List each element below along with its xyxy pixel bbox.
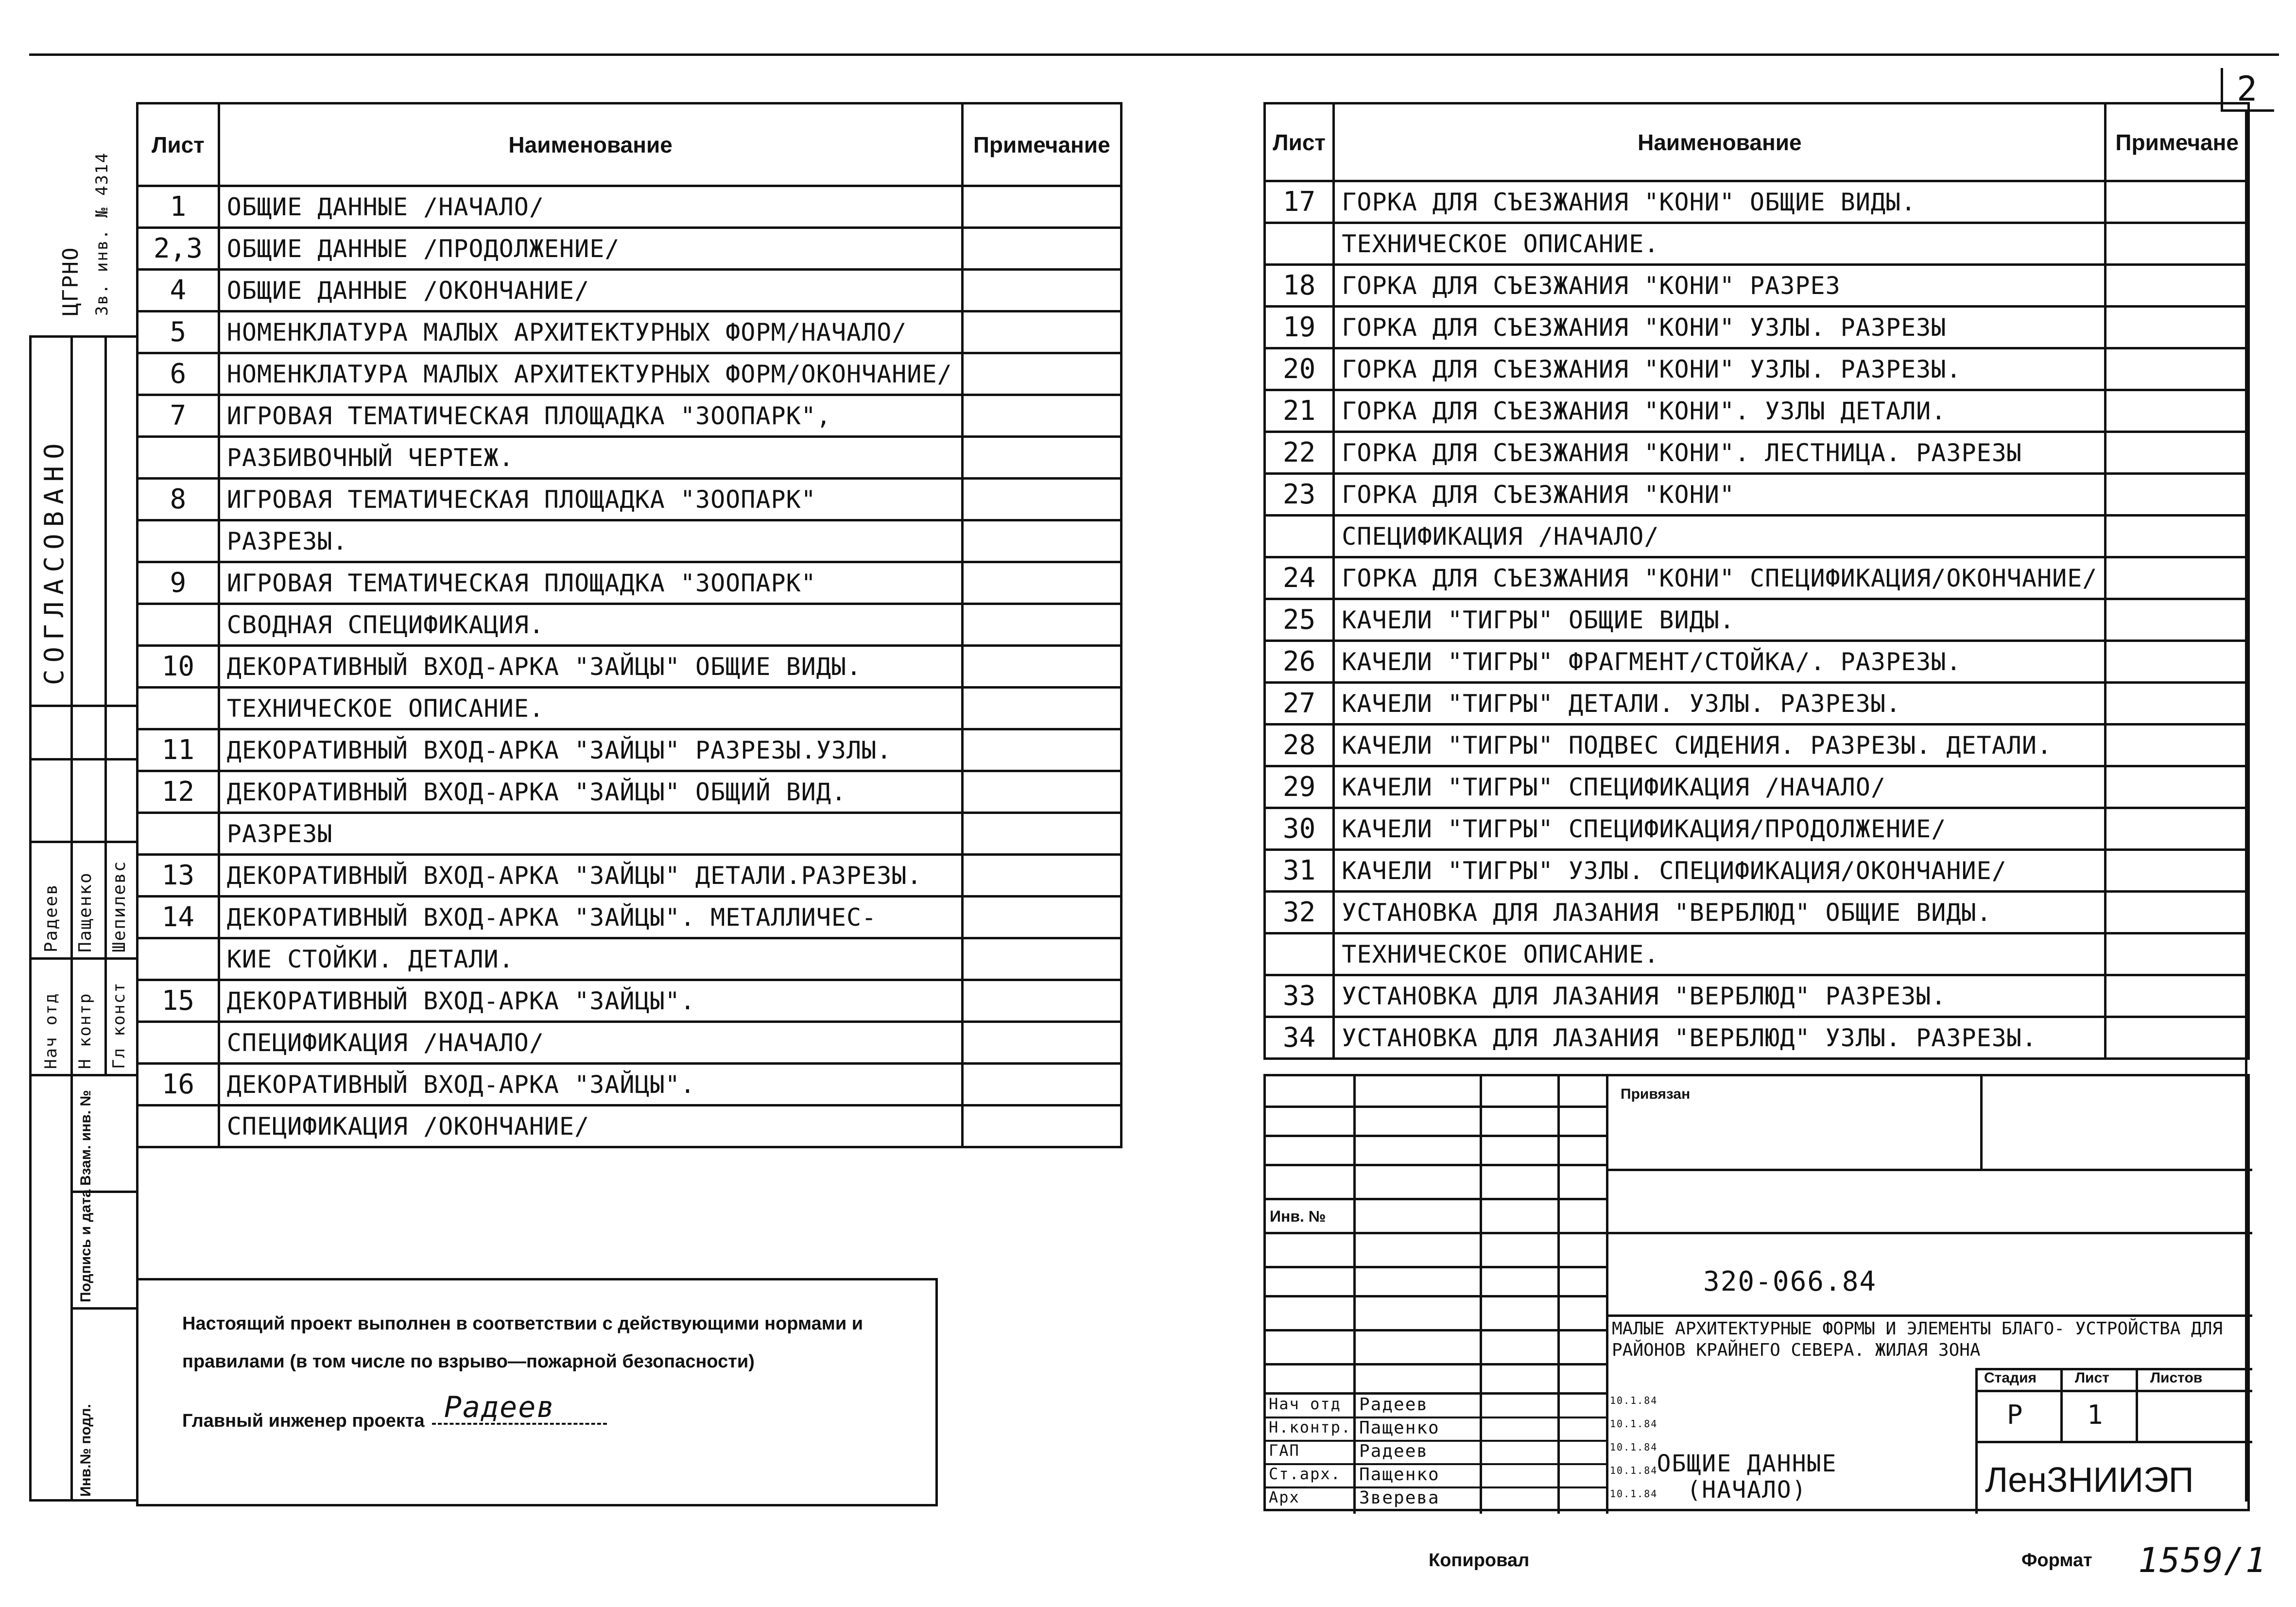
sheet-name-cell: ОБЩИЕ ДАННЫЕ /ОКОНЧАНИЕ/ (219, 270, 962, 311)
sheet-name-cell: ГОРКА ДЛЯ СЪЕЗЖАНИЯ "КОНИ" (1334, 474, 2106, 516)
sheet-number-cell: 34 (1265, 1017, 1334, 1059)
sheet-number-cell (1265, 516, 1334, 557)
note-cell (2106, 307, 2249, 348)
sheet-name-cell: ОБЩИЕ ДАННЫЕ /ПРОДОЛЖЕНИЕ/ (219, 228, 962, 270)
sheet-number-cell (138, 520, 219, 562)
signer-role: ГАП (1269, 1441, 1300, 1460)
left-index-row (138, 562, 1122, 604)
sheet-number-cell: 14 (138, 897, 219, 938)
sheet-name-cell: КАЧЕЛИ "ТИГРЫ" ФРАГМЕНТ/СТОЙКА/. РАЗРЕЗЫ. (1334, 641, 2106, 683)
note-cell (962, 437, 1121, 479)
left-index-row (138, 395, 1122, 437)
right-index-row (1265, 474, 2249, 516)
sheet-name-cell: УСТАНОВКА ДЛЯ ЛАЗАНИЯ "ВЕРБЛЮД" РАЗРЕЗЫ. (1334, 975, 2106, 1017)
sidebar-name-2: Пащенко (75, 872, 95, 952)
sheet-name-cell: ДЕКОРАТИВНЫЙ ВХОД-АРКА "ЗАЙЦЫ" РАЗРЕЗЫ.УЗЛЫ. (219, 729, 962, 771)
note-cell (2106, 348, 2249, 390)
sheet-number-cell: 13 (138, 855, 219, 897)
sheet-number-cell: 9 (138, 562, 219, 604)
tb-grid-line-5 (1266, 1232, 1606, 1234)
sheet-number-cell: 33 (1265, 975, 1334, 1017)
note-cell (962, 980, 1121, 1022)
sheet-name-cell: ГОРКА ДЛЯ СЪЕЗЖАНИЯ "КОНИ" СПЕЦИФИКАЦИЯ/ОКОНЧАНИЕ/ (1334, 557, 2106, 599)
signer-date: 10.1.84 (1610, 1465, 1658, 1476)
right-col-note-header: Примечане (2106, 104, 2249, 181)
sheet-number-cell: 1 (138, 186, 219, 228)
note-cell (962, 520, 1121, 562)
note-cell (962, 395, 1121, 437)
tb-sheet-value: 1 (2087, 1400, 2104, 1430)
left-index-row (138, 1106, 1122, 1147)
left-index-row (138, 1064, 1122, 1106)
tb-sheets-label: Листов (2150, 1370, 2203, 1386)
right-index-row (1265, 348, 2249, 390)
tb-org-name: ЛенЗНИИЭП (1985, 1461, 2194, 1500)
left-index-row (138, 897, 1122, 938)
note-cell (2106, 975, 2249, 1017)
note-cell (962, 311, 1121, 353)
note-cell (962, 1022, 1121, 1064)
sidebar-divider-2 (29, 758, 138, 760)
right-col-sheet-header: Лист (1265, 104, 1334, 181)
left-index-table (136, 102, 1122, 1148)
signer-name: Зверева (1359, 1488, 1440, 1508)
note-cell (962, 938, 1121, 980)
sheet-name-cell: СПЕЦИФИКАЦИЯ /НАЧАЛО/ (219, 1022, 962, 1064)
sheet-name-cell: НОМЕНКЛАТУРА МАЛЫХ АРХИТЕКТУРНЫХ ФОРМ/ОКОНЧАНИЕ/ (219, 353, 962, 395)
right-index-row (1265, 725, 2249, 766)
sheet-number-cell: 32 (1265, 892, 1334, 933)
note-cell (962, 771, 1121, 813)
sheet-number-cell (138, 1022, 219, 1064)
sheet-number-cell (138, 688, 219, 729)
note-cell (962, 646, 1121, 688)
note-cell (962, 1064, 1121, 1106)
right-index-row (1265, 432, 2249, 474)
left-index-row (138, 1022, 1122, 1064)
right-index-row (1265, 933, 2249, 975)
right-index-row (1265, 265, 2249, 307)
left-index-row (138, 186, 1122, 228)
right-index-row (1265, 599, 2249, 641)
sidebar-vzam-inv: Взам. инв. № (78, 1090, 94, 1186)
sheet-number-cell (1265, 223, 1334, 265)
signer-role: Н.контр. (1269, 1418, 1352, 1436)
right-col-name-header: Наименование (1334, 104, 2106, 181)
sheet-name-cell: СПЕЦИФИКАЦИЯ /ОКОНЧАНИЕ/ (219, 1106, 962, 1147)
sheet-name-cell: КАЧЕЛИ "ТИГРЫ" СПЕЦИФИКАЦИЯ/ПРОДОЛЖЕНИЕ/ (1334, 808, 2106, 850)
sheet-number-cell: 20 (1265, 348, 1334, 390)
right-index-row (1265, 641, 2249, 683)
sidebar-sign-date: Подпись и дата (78, 1189, 94, 1302)
signer-name: Радеев (1359, 1395, 1429, 1415)
chief-engineer-label: Главный инженер проекта (182, 1411, 425, 1431)
left-col-name-header: Наименование (219, 104, 962, 186)
sidebar-name-1: Радеев (41, 883, 61, 952)
tb-grid-line-7 (1266, 1295, 1606, 1297)
sheet-number-cell: 21 (1265, 390, 1334, 432)
sheet-number-cell (138, 938, 219, 980)
footer-format: Формат (2021, 1550, 2092, 1571)
right-index-row (1265, 557, 2249, 599)
signer-date: 10.1.84 (1610, 1395, 1658, 1406)
right-index-row (1265, 808, 2249, 850)
sheet-name-cell: ГОРКА ДЛЯ СЪЕЗЖАНИЯ "КОНИ". УЗЛЫ ДЕТАЛИ. (1334, 390, 2106, 432)
sheet-number-cell: 8 (138, 479, 219, 520)
note-cell (2106, 933, 2249, 975)
left-index-row (138, 311, 1122, 353)
left-index-row (138, 479, 1122, 520)
right-index-row (1265, 516, 2249, 557)
right-index-row (1265, 766, 2249, 808)
compliance-note-text: Настоящий проект выполнен в соответствии с действующими нормами и правилами (в том числе по взрыво—пожарной безопасности) (182, 1313, 863, 1372)
sheet-name-cell: РАЗРЕЗЫ (219, 813, 962, 855)
left-index-row (138, 980, 1122, 1022)
right-index-row (1265, 975, 2249, 1017)
note-cell (2106, 850, 2249, 892)
signer-name: Пащенко (1359, 1465, 1440, 1485)
sheet-name-cell: ИГРОВАЯ ТЕМАТИЧЕСКАЯ ПЛОЩАДКА "ЗООПАРК", (219, 395, 962, 437)
sidebar-divider-4 (29, 957, 138, 960)
tb-grid-line-3 (1266, 1164, 1606, 1166)
sheet-number-cell: 30 (1265, 808, 1334, 850)
sheet-number-cell: 24 (1265, 557, 1334, 599)
note-cell (962, 270, 1121, 311)
sidebar-role-3: Гл конст (109, 982, 129, 1069)
signer-date: 10.1.84 (1610, 1441, 1658, 1453)
note-cell (962, 897, 1121, 938)
sheet-number-cell: 11 (138, 729, 219, 771)
sheet-name-cell: КАЧЕЛИ "ТИГРЫ" УЗЛЫ. СПЕЦИФИКАЦИЯ/ОКОНЧАНИЕ/ (1334, 850, 2106, 892)
tb-code-top (1606, 1232, 2252, 1234)
sheet-name-cell: НОМЕНКЛАТУРА МАЛЫХ АРХИТЕКТУРНЫХ ФОРМ/НАЧАЛО/ (219, 311, 962, 353)
note-cell (962, 1106, 1121, 1147)
right-index-row (1265, 223, 2249, 265)
left-index-row (138, 646, 1122, 688)
tb-grid-line-1 (1266, 1106, 1606, 1108)
tb-grid-line-2 (1266, 1135, 1606, 1137)
sheet-number-cell: 4 (138, 270, 219, 311)
signer-role: Ст.арх. (1269, 1465, 1341, 1483)
sheet-name-cell: СПЕЦИФИКАЦИЯ /НАЧАЛО/ (1334, 516, 2106, 557)
sheet-number-cell (138, 1106, 219, 1147)
note-cell (962, 562, 1121, 604)
sheet-number-cell: 10 (138, 646, 219, 688)
sheet-number-cell: 29 (1265, 766, 1334, 808)
sidebar-org-stamp: ЦГРНО (58, 246, 83, 316)
sheet-name-cell: РАЗРЕЗЫ. (219, 520, 962, 562)
note-cell (962, 604, 1121, 646)
tb-doc-name: ОБЩИЕ ДАННЫЕ (НАЧАЛО) (1657, 1450, 1837, 1503)
sidebar-role-1: Нач отд (41, 992, 61, 1069)
tb-left-col-4 (1606, 1076, 1608, 1514)
left-index-row (138, 771, 1122, 813)
left-index-row (138, 855, 1122, 897)
tb-grid-line-4 (1266, 1198, 1606, 1200)
note-cell (962, 479, 1121, 520)
sheet-name-cell: КИЕ СТОЙКИ. ДЕТАЛИ. (219, 938, 962, 980)
note-cell (2106, 181, 2249, 223)
page-number: 2 (2237, 69, 2259, 109)
note-cell (2106, 599, 2249, 641)
signer-date: 10.1.84 (1610, 1418, 1658, 1430)
right-index-row (1265, 683, 2249, 725)
sheet-name-cell: ДЕКОРАТИВНЫЙ ВХОД-АРКА "ЗАЙЦЫ" ОБЩИЙ ВИД. (219, 771, 962, 813)
sheet-number-cell: 25 (1265, 599, 1334, 641)
sidebar-inner-line (70, 335, 73, 1502)
sheet-number-cell: 22 (1265, 432, 1334, 474)
sheet-number-cell: 16 (138, 1064, 219, 1106)
note-cell (2106, 474, 2249, 516)
left-index-row (138, 729, 1122, 771)
left-col-note-header: Примечание (962, 104, 1121, 186)
note-cell (2106, 808, 2249, 850)
right-index-row (1265, 307, 2249, 348)
left-index-row (138, 688, 1122, 729)
sheet-number-cell: 26 (1265, 641, 1334, 683)
sheet-name-cell: ИГРОВАЯ ТЕМАТИЧЕСКАЯ ПЛОЩАДКА "ЗООПАРК" (219, 479, 962, 520)
note-cell (2106, 725, 2249, 766)
sheet-name-cell: КАЧЕЛИ "ТИГРЫ" ДЕТАЛИ. УЗЛЫ. РАЗРЕЗЫ. (1334, 683, 2106, 725)
sheet-number-cell: 15 (138, 980, 219, 1022)
tb-code: 320-066.84 (1703, 1266, 1877, 1297)
sheet-name-cell: УСТАНОВКА ДЛЯ ЛАЗАНИЯ "ВЕРБЛЮД" ОБЩИЕ ВИДЫ. (1334, 892, 2106, 933)
right-index-row (1265, 390, 2249, 432)
signer-date: 10.1.84 (1610, 1488, 1658, 1500)
note-cell (2106, 390, 2249, 432)
sheet-name-cell: КАЧЕЛИ "ТИГРЫ" СПЕЦИФИКАЦИЯ /НАЧАЛО/ (1334, 766, 2106, 808)
sheet-name-cell: ДЕКОРАТИВНЫЙ ВХОД-АРКА "ЗАЙЦЫ" ОБЩИЕ ВИДЫ. (219, 646, 962, 688)
left-col-sheet-header: Лист (138, 104, 219, 186)
tb-project-title: МАЛЫЕ АРХИТЕКТУРНЫЕ ФОРМЫ И ЭЛЕМЕНТЫ БЛАГО- УСТРОЙСТВА ДЛЯ РАЙОНОВ КРАЙНЕГО СЕВЕРА. ЖИЛАЯ ЗОНА (1612, 1319, 2223, 1360)
title-block (1263, 1074, 2250, 1511)
sidebar-inv-stamp: Зв. инв. № 4314 (92, 152, 112, 316)
sidebar-divider-1 (29, 705, 138, 707)
note-cell (2106, 432, 2249, 474)
signer-name: Радеев (1359, 1441, 1429, 1461)
note-cell (962, 729, 1121, 771)
tb-privyazan-v (1980, 1076, 1983, 1169)
sheet-name-cell: ДЕКОРАТИВНЫЙ ВХОД-АРКА "ЗАЙЦЫ". (219, 1064, 962, 1106)
sheet-number-cell: 17 (1265, 181, 1334, 223)
tb-stage-value: Р (2007, 1400, 2024, 1430)
sheet-name-cell: ИГРОВАЯ ТЕМАТИЧЕСКАЯ ПЛОЩАДКА "ЗООПАРК" (219, 562, 962, 604)
left-index-row (138, 520, 1122, 562)
sheet-name-cell: ГОРКА ДЛЯ СЪЕЗЖАНИЯ "КОНИ" УЗЛЫ. РАЗРЕЗЫ (1334, 307, 2106, 348)
note-cell (2106, 1017, 2249, 1059)
left-sidebar (29, 112, 138, 1506)
right-index-row (1265, 181, 2249, 223)
left-index-row (138, 437, 1122, 479)
tb-stage-v2 (2060, 1368, 2063, 1441)
left-index-row (138, 270, 1122, 311)
sheet-name-cell: РАЗБИВОЧНЫЙ ЧЕРТЕЖ. (219, 437, 962, 479)
left-index-row (138, 604, 1122, 646)
sidebar-agreed: СОГЛАСОВАНО (39, 436, 69, 685)
sidebar-name-3: Шепилевс (109, 860, 129, 952)
sheet-number-cell: 27 (1265, 683, 1334, 725)
tb-inv-no-label: Инв. № (1270, 1208, 1326, 1225)
footer-handwritten-number: 1559/1 (2138, 1540, 2267, 1580)
compliance-note-box (136, 1278, 938, 1506)
sheet-name-cell: УСТАНОВКА ДЛЯ ЛАЗАНИЯ "ВЕРБЛЮД" УЗЛЫ. РАЗРЕЗЫ. (1334, 1017, 2106, 1059)
sheet-number-cell: 2,3 (138, 228, 219, 270)
note-cell (2106, 265, 2249, 307)
left-index-row (138, 353, 1122, 395)
tb-grid-line-8 (1266, 1329, 1606, 1331)
sheet-name-cell: ТЕХНИЧЕСКОЕ ОПИСАНИЕ. (1334, 933, 2106, 975)
note-cell (2106, 641, 2249, 683)
signer-name: Пащенко (1359, 1418, 1440, 1438)
tb-stage-v3 (2136, 1368, 2138, 1441)
sheet-number-cell (1265, 933, 1334, 975)
chief-engineer-signature: Радеев (444, 1390, 555, 1424)
note-cell (2106, 892, 2249, 933)
sheet-name-cell: СВОДНАЯ СПЕЦИФИКАЦИЯ. (219, 604, 962, 646)
tb-code-bottom (1606, 1314, 2252, 1317)
sheet-name-cell: ОБЩИЕ ДАННЫЕ /НАЧАЛО/ (219, 186, 962, 228)
sheet-number-cell: 23 (1265, 474, 1334, 516)
sheet-number-cell: 12 (138, 771, 219, 813)
tb-grid-line-9 (1266, 1363, 1606, 1365)
note-cell (2106, 766, 2249, 808)
tb-org-top (1975, 1441, 2252, 1443)
note-cell (2106, 223, 2249, 265)
sheet-number-cell: 7 (138, 395, 219, 437)
footer-copied: Копировал (1429, 1550, 1530, 1571)
note-cell (2106, 683, 2249, 725)
right-index-row (1265, 1017, 2249, 1059)
sheet-name-cell: ГОРКА ДЛЯ СЪЕЗЖАНИЯ "КОНИ". ЛЕСТНИЦА. РАЗРЕЗЫ (1334, 432, 2106, 474)
sheet-number-cell (138, 813, 219, 855)
note-cell (962, 186, 1121, 228)
sheet-number-cell: 5 (138, 311, 219, 353)
tb-stage-h (1975, 1390, 2252, 1392)
sidebar-divider-3 (29, 841, 138, 843)
note-cell (962, 228, 1121, 270)
sheet-name-cell: ДЕКОРАТИВНЫЙ ВХОД-АРКА "ЗАЙЦЫ". (219, 980, 962, 1022)
sidebar-inv-orig: Инв.№ подл. (78, 1404, 94, 1497)
tb-grid-line-6 (1266, 1266, 1606, 1268)
sheet-number-cell (138, 437, 219, 479)
note-cell (2106, 557, 2249, 599)
sidebar-divider-5 (29, 1074, 138, 1076)
sheet-name-cell: ГОРКА ДЛЯ СЪЕЗЖАНИЯ "КОНИ" УЗЛЫ. РАЗРЕЗЫ. (1334, 348, 2106, 390)
tb-privyazan-label: Привязан (1621, 1086, 1691, 1102)
sidebar-role-2: Н контр (75, 992, 95, 1069)
right-index-row (1265, 850, 2249, 892)
sidebar-divider-7 (70, 1307, 138, 1310)
signer-role: Нач отд (1269, 1395, 1341, 1413)
right-index-row (1265, 892, 2249, 933)
sheet-name-cell: КАЧЕЛИ "ТИГРЫ" ОБЩИЕ ВИДЫ. (1334, 599, 2106, 641)
tb-stage-label: Стадия (1984, 1370, 2037, 1386)
left-index-row (138, 228, 1122, 270)
sheet-name-cell: ДЕКОРАТИВНЫЙ ВХОД-АРКА "ЗАЙЦЫ". МЕТАЛЛИЧЕС- (219, 897, 962, 938)
note-cell (962, 353, 1121, 395)
sheet-name-cell: ТЕХНИЧЕСКОЕ ОПИСАНИЕ. (219, 688, 962, 729)
sheet-number-cell: 18 (1265, 265, 1334, 307)
note-cell (962, 855, 1121, 897)
sheet-number-cell: 19 (1265, 307, 1334, 348)
left-index-row (138, 813, 1122, 855)
sheet-number-cell: 6 (138, 353, 219, 395)
sheet-name-cell: ДЕКОРАТИВНЫЙ ВХОД-АРКА "ЗАЙЦЫ" ДЕТАЛИ.РАЗРЕЗЫ. (219, 855, 962, 897)
signer-role: Арх (1269, 1488, 1300, 1506)
note-cell (962, 688, 1121, 729)
sheet-number-cell (138, 604, 219, 646)
sheet-name-cell: ГОРКА ДЛЯ СЪЕЗЖАНИЯ "КОНИ" ОБЩИЕ ВИДЫ. (1334, 181, 2106, 223)
top-border-line (29, 53, 2279, 56)
left-index-row (138, 938, 1122, 980)
tb-sheet-label: Лист (2075, 1370, 2109, 1386)
sheet-name-cell: ГОРКА ДЛЯ СЪЕЗЖАНИЯ "КОНИ" РАЗРЕЗ (1334, 265, 2106, 307)
sheet-name-cell: ТЕХНИЧЕСКОЕ ОПИСАНИЕ. (1334, 223, 2106, 265)
sheet-name-cell: КАЧЕЛИ "ТИГРЫ" ПОДВЕС СИДЕНИЯ. РАЗРЕЗЫ. ДЕТАЛИ. (1334, 725, 2106, 766)
sheet-number-cell: 31 (1265, 850, 1334, 892)
tb-privyazan-h (1606, 1169, 2252, 1171)
right-index-table (1263, 102, 2250, 1060)
note-cell (962, 813, 1121, 855)
sheet-number-cell: 28 (1265, 725, 1334, 766)
note-cell (2106, 516, 2249, 557)
